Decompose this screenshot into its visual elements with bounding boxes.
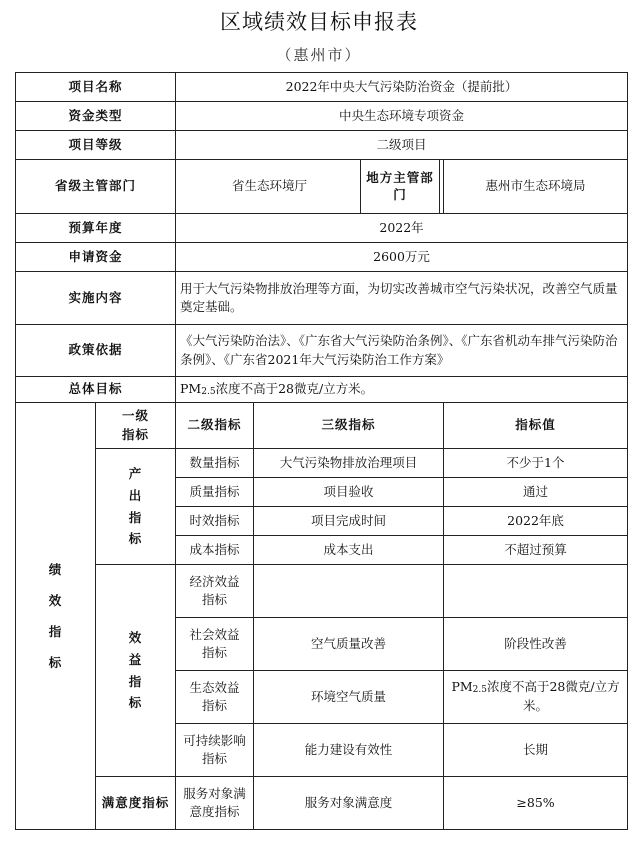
row-l3: 项目完成时间 [254, 507, 444, 536]
row-value: 通过 [444, 478, 628, 507]
row-l3: 大气污染物排放治理项目 [254, 449, 444, 478]
content-value: 用于大气污染物排放治理等方面，为切实改善城市空气污染状况，改善空气质量奠定基础。 [176, 272, 628, 325]
row-l3: 服务对象满意度 [254, 777, 444, 830]
row-value: $PM_{2.5}$浓度不高于28微克/立方米。 [444, 671, 628, 724]
row-l2: 经济效益指标 [176, 565, 254, 618]
row-l2: 可持续影响指标 [176, 724, 254, 777]
table-row [16, 272, 628, 325]
row-l2: 质量指标 [176, 478, 254, 507]
budget-year-value: 2022年 [176, 214, 628, 243]
table-row [16, 403, 628, 449]
page-title: 区域绩效目标申报表 [220, 10, 418, 34]
funds-value: 2600万元 [176, 243, 628, 272]
goal-label: 总体目标 [16, 377, 176, 403]
goal-value: $PM_{2.5}$浓度不高于28微克/立方米。 [176, 377, 628, 403]
header-level1: 一级指标 [96, 403, 176, 449]
project-name-label: 项目名称 [16, 73, 176, 102]
provincial-dept-value: 省生态环境厅 地方主管部门 [176, 160, 444, 214]
outcome-indicators-group: 效益指标 [96, 565, 176, 777]
content-label: 实施内容 [16, 272, 176, 325]
row-value [444, 565, 628, 618]
table-row [16, 777, 628, 830]
row-value: 不超过预算 [444, 536, 628, 565]
row-l2: 社会效益指标 [176, 618, 254, 671]
local-dept-value: 惠州市生态环境局 [444, 160, 628, 214]
project-level-label: 项目等级 [16, 131, 176, 160]
table-row [16, 131, 628, 160]
row-l3 [254, 565, 444, 618]
table-row [16, 214, 628, 243]
row-value: ≥85% [444, 777, 628, 830]
page-subtitle: （惠州市） [276, 46, 362, 64]
row-value: 2022年底 [444, 507, 628, 536]
project-name-value: 2022年中央大气污染防治资金（提前批） [176, 73, 628, 102]
row-l2: 时效指标 [176, 507, 254, 536]
policy-label: 政策依据 [16, 325, 176, 377]
row-l3: 空气质量改善 [254, 618, 444, 671]
fund-type-value: 中央生态环境专项资金 [176, 102, 628, 131]
header-value: 指标值 [444, 403, 628, 449]
header-level2: 二级指标 [176, 403, 254, 449]
performance-table [15, 72, 628, 830]
table-row [16, 449, 628, 478]
row-l2: 服务对象满意度指标 [176, 777, 254, 830]
row-value: 不少于1个 [444, 449, 628, 478]
local-dept-label: 地方主管部门 [360, 160, 440, 213]
table-row [16, 325, 628, 377]
fund-type-label: 资金类型 [16, 102, 176, 131]
row-l3: 成本支出 [254, 536, 444, 565]
funds-label: 申请资金 [16, 243, 176, 272]
header-level3: 三级指标 [254, 403, 444, 449]
provincial-dept-label: 省级主管部门 [16, 160, 176, 214]
row-l2: 生态效益指标 [176, 671, 254, 724]
row-l3: 能力建设有效性 [254, 724, 444, 777]
row-l3: 项目验收 [254, 478, 444, 507]
performance-indicators-label: 绩效指标 [16, 403, 96, 830]
row-value: 长期 [444, 724, 628, 777]
row-l2: 数量指标 [176, 449, 254, 478]
output-indicators-group: 产出指标 [96, 449, 176, 565]
table-row [16, 102, 628, 131]
table-row [16, 377, 628, 403]
table-row [16, 73, 628, 102]
satisfaction-indicators-group: 满意度指标 [96, 777, 176, 830]
row-value: 阶段性改善 [444, 618, 628, 671]
row-l3: 环境空气质量 [254, 671, 444, 724]
table-row [16, 243, 628, 272]
row-l2: 成本指标 [176, 536, 254, 565]
budget-year-label: 预算年度 [16, 214, 176, 243]
table-row [16, 565, 628, 618]
policy-value: 《大气污染防治法》、《广东省大气污染防治条例》、《广东省机动车排气污染防治条例》、《广东省2021年大气污染防治工作方案》 [176, 325, 628, 377]
table-row [16, 160, 628, 214]
project-level-value: 二级项目 [176, 131, 628, 160]
